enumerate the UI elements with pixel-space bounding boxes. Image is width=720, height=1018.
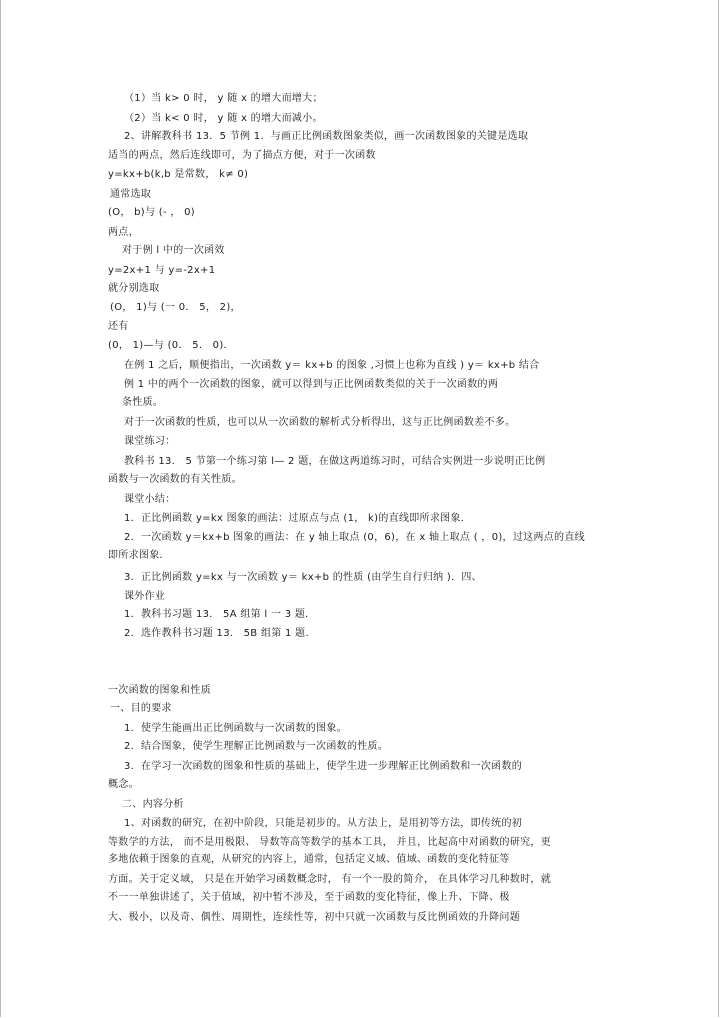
- text-line: 1．使学生能画出正比例函数与一次函数的图象。: [124, 723, 347, 734]
- text-line: 大、极小，以及奇、偶性、周期性，连续性等，初中只就一次函数与反比例函效的升降问题: [108, 912, 520, 923]
- text-line: (O， b)与 (- ， 0): [108, 207, 196, 218]
- text-line: 1．教科书习题 13． 5A 组第 l 一 3 题．: [124, 609, 316, 620]
- text-line: 1、对函数的研究，在初中阶段，只能是初步的。从方法上，是用初等方法，即传统的初: [124, 818, 523, 829]
- text-line: 就分别选取: [108, 283, 160, 294]
- text-line: 二、内容分析: [122, 799, 184, 810]
- text-line: 课堂小结：: [124, 494, 176, 505]
- text-line: （1）当 k> 0 时， y 随 x 的增大而增大；: [124, 93, 323, 104]
- text-line: 教科书 13． 5 节第一个练习第 l— 2 题，在做这两道练习时，可结合实例进一步说明正比例: [124, 456, 546, 467]
- text-line: 不一一单独讲述了，关于值域，初中暂不涉及，至于函数的变化特征，像上升、下降、极: [108, 892, 510, 903]
- text-line: 在例 1 之后，顺便指出，一次函数 y＝ kx+b 的图象 ,习惯上也称为直线 ) y＝ kx+b 结合: [124, 360, 540, 371]
- text-line: 2．结合图象，使学生理解正比例函数与一次函数的性质。: [124, 741, 389, 752]
- text-line: 函数与一次函数的有关性质。: [108, 474, 242, 485]
- text-line: 等数学的方法， 而不是用极限、 导数等高等数学的基本工具， 并且，比起高中对函数的研究，更: [108, 837, 552, 848]
- text-line: 多地依赖于图象的直观，从研究的内容上，通常，包括定义域、值域、函数的变化特征等: [108, 854, 510, 865]
- text-line: 2．一次函数 y＝kx+b 图象的画法：在 y 轴上取点 (0，6)，在 x 轴上取点 ( ，0)，过这两点的直线: [124, 532, 585, 543]
- text-line: y=kx+b(k,b 是常数， k≠ 0): [108, 169, 249, 180]
- text-line: 对于例 l 中的一次函效: [122, 245, 225, 256]
- text-line: y=2x+1 与 y=-2x+1: [108, 265, 216, 276]
- text-line: 课堂练习：: [124, 436, 176, 447]
- text-line: 一、目的要求: [110, 703, 172, 714]
- text-line: 还有: [108, 321, 129, 332]
- text-line: (0， 1)—与 (0． 5． 0)．: [108, 340, 234, 351]
- text-line: 适当的两点，然后连线即可，为了描点方便，对于一次函数: [108, 150, 376, 161]
- text-line: 2．选作教科书习题 13． 5B 组第 1 题．: [124, 628, 316, 639]
- text-line: 方面。关于定义域， 只是在开始学习函数概念时， 有一个一股的简介， 在具体学习几种数时，就: [108, 874, 552, 885]
- text-line: (O， 1)与 (一 0． 5， 2)，: [110, 302, 241, 313]
- text-line: 2、讲解教科书 13．5 节例 1．与画正比例函数图象类似，画一次函数图象的关键是选取: [124, 131, 529, 142]
- text-line: 3．正比例函数 y=kx 与一次函数 y＝ kx+b 的性质 (由学生自行归纳 )．四、: [124, 572, 482, 583]
- text-line: 条性质。: [122, 397, 164, 408]
- text-line: （2）当 k< 0 时， y 随 x 的增大而减小。: [124, 113, 323, 124]
- text-line: 例 1 中的两个一次函数的图象，就可以得到与正比例函数类似的关于一次函数的两: [124, 379, 499, 390]
- text-line: 即所求图象．: [108, 550, 170, 561]
- text-line: 一次函数的图象和性质: [108, 685, 211, 696]
- text-line: 两点，: [108, 227, 139, 238]
- text-line: 1．正比例函数 y=kx 图象的画法：过原点与点 (1， k)的直线即所求图象．: [124, 513, 472, 524]
- text-line: 课外作业: [124, 591, 166, 602]
- text-line: 对于一次函数的性质，也可以从一次函数的解析式分析得出，这与正比例函数差不多。: [124, 417, 516, 428]
- text-line: 概念。: [108, 779, 139, 790]
- text-line: 通常选取: [110, 189, 152, 200]
- text-line: 3．在学习一次函数的图象和性质的基础上，使学生进一步理解正比例函数和一次函数的: [124, 761, 523, 772]
